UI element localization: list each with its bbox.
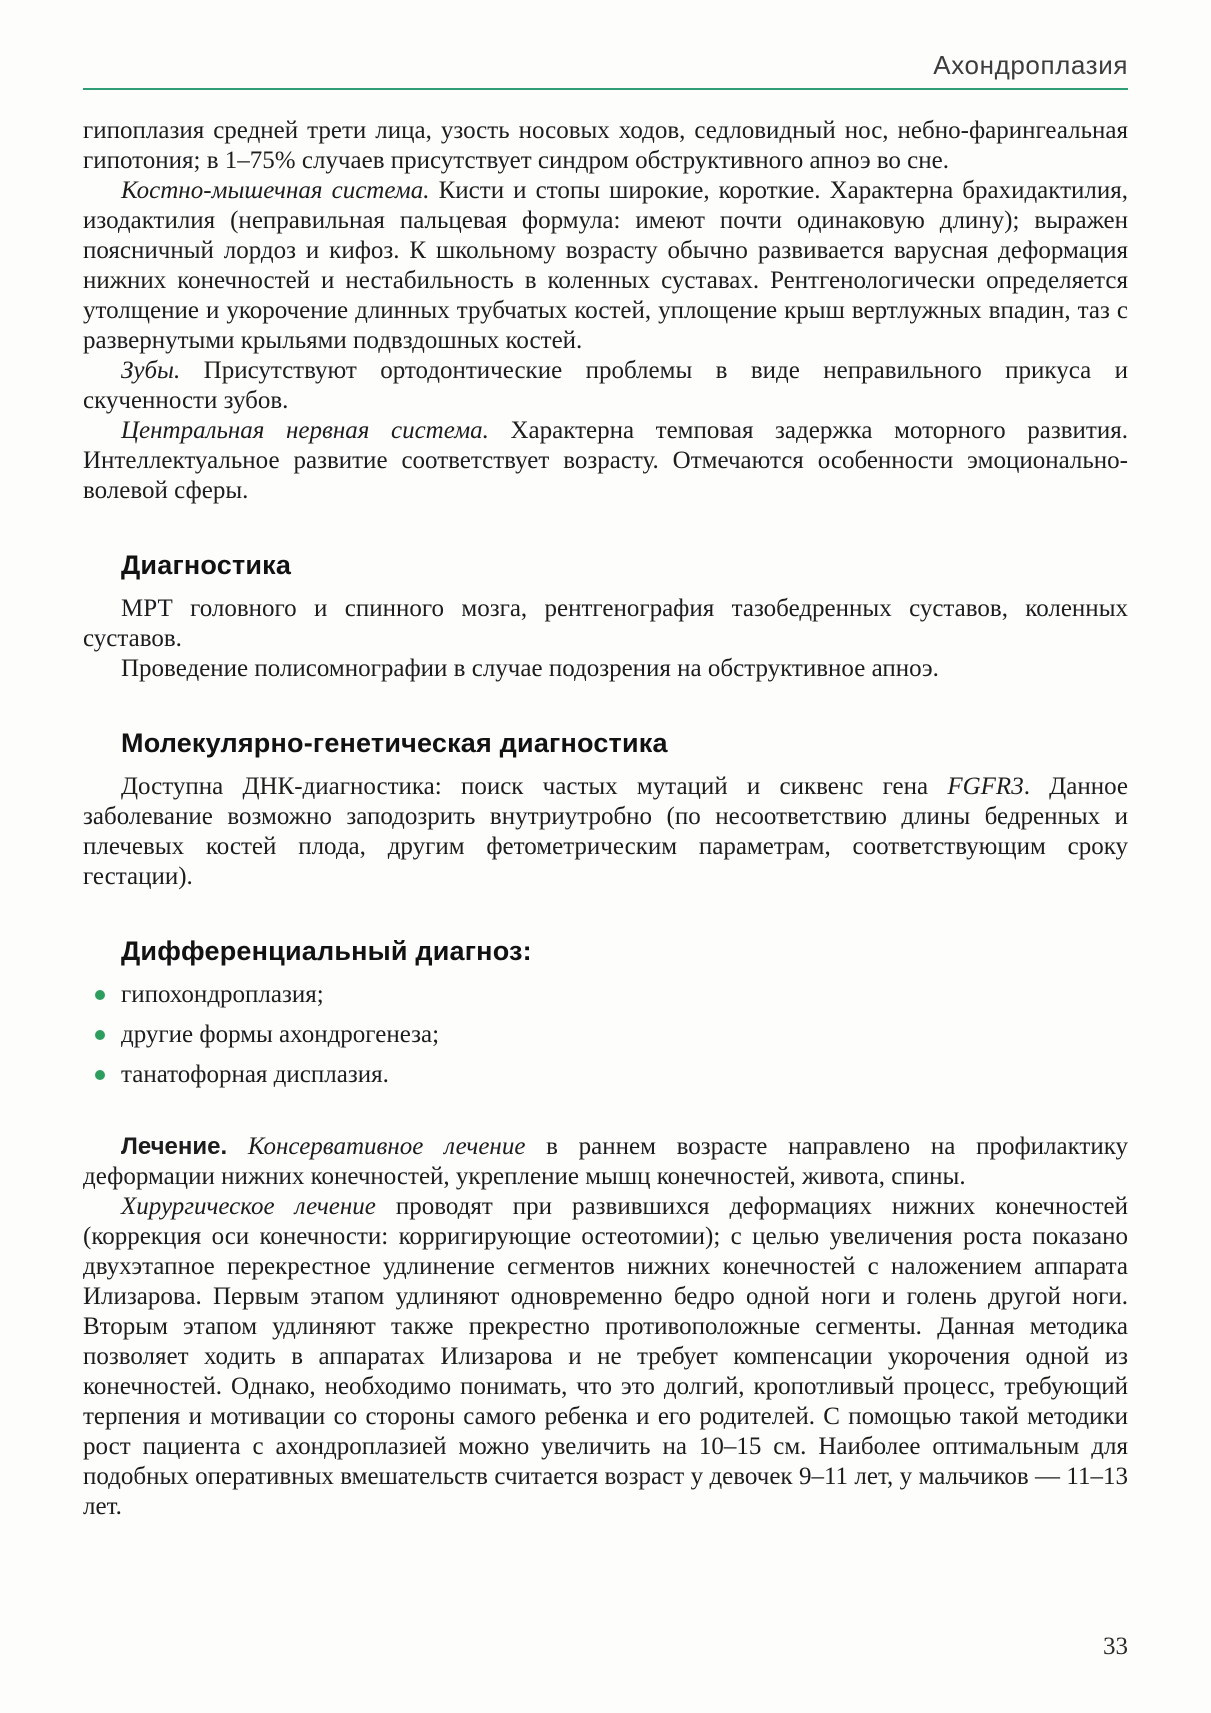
- paragraph: [83, 654, 1128, 684]
- bullet-icon: [95, 1070, 105, 1080]
- list-item: [83, 1060, 1128, 1090]
- text-run: . Данное заболевание возможно заподозрить внутриутробно (по несоответствию длины бедренных и плечевых костей плода, другим фетометрическим параметрам, соответствующим сроку гестации).: [83, 773, 1128, 891]
- text-run: FGFR3: [947, 773, 1024, 801]
- paragraph: [83, 772, 1128, 892]
- paragraph: [83, 1132, 1128, 1192]
- page-number: 33: [1103, 1633, 1128, 1660]
- text-run: гипоплазия средней трети лица, узость носовых ходов, седловидный нос, небно-фарингеальная гипотония; в 1–75% случаев присутствует синдром обструктивного апноэ во сне.: [83, 117, 1128, 174]
- list-item-text: гипохондроплазия;: [121, 981, 324, 1009]
- paragraph: [83, 594, 1128, 654]
- text-run: Хирургическое лечение: [121, 1193, 376, 1221]
- list-item: [83, 980, 1128, 1010]
- bullet-icon: [95, 1030, 105, 1040]
- bullet-icon: [95, 990, 105, 1000]
- page-header: [83, 52, 1128, 90]
- text-run: [227, 1133, 248, 1160]
- text-run: проводят при развившихся деформациях нижних конечностей (коррекция оси конечности: корригирующие остеотомии); с целью увеличения роста показано двухэтапное перекрестное удлинение сегментов нижних конечностей с наложением аппарата Илизарова. Первым этапом удлиняют одновременно бедро одной ноги и голень другой ноги. Вторым этапом удлиняют также прекрестно противоположные сегменты. Данная методика позволяет ходить в аппаратах Илизарова и не требует компенсации укорочения одной из конечностей. Однако, необходимо понимать, что это долгий, кропотливый процесс, требующий терпения и мотивации со стороны самого ребенка и его родителей. С помощью такой методики рост пациента с ахондроплазией можно увеличить на 10–15 см. Наиболее оптимальным для подобных оперативных вмешательств считается возраст у девочек 9–11 лет, у мальчиков — 11–13 лет.: [83, 1193, 1128, 1521]
- text-run: Консервативное лечение: [247, 1133, 526, 1161]
- text-run: Проведение полисомнографии в случае подозрения на обструктивное апноэ.: [121, 655, 939, 683]
- text-run: Центральная нервная система.: [121, 417, 489, 444]
- paragraph: [83, 1192, 1128, 1522]
- list-item: [83, 1020, 1128, 1050]
- text-run: Кисти и стопы широкие, короткие. Характерна брахидактилия, изодактилия (неправильная пальцевая формула: имеют почти одинаковую длину); выражен поясничный лордоз и кифоз. К школьному возрасту обычно развивается варусная деформация нижних конечностей и нестабильность в коленных суставах. Рентгенологически определяется утолщение и укорочение длинных трубчатых костей, уплощение крыш вертлужных впадин, таз с развернутыми крыльями подвздошных костей.: [83, 177, 1128, 354]
- section-heading: Диагностика: [121, 550, 292, 580]
- page-content: [83, 116, 1128, 1522]
- section-heading: Дифференциальный диагноз:: [121, 936, 532, 967]
- text-run: в раннем возрасте направлено на профилактику деформации нижних конечностей, укрепление мышц конечностей, живота, спины.: [83, 1133, 1129, 1191]
- paragraph: [83, 176, 1128, 356]
- list-item-text: танатофорная дисплазия.: [121, 1061, 389, 1089]
- paragraph: [83, 116, 1128, 176]
- text-run: Зубы.: [121, 357, 181, 384]
- text-run: МРТ головного и спинного мозга, рентгенография тазобедренных суставов, коленных суставов.: [83, 595, 1128, 653]
- list-item-text: другие формы ахондрогенеза;: [121, 1021, 440, 1049]
- text-run: Костно-мышечная система.: [121, 177, 430, 204]
- paragraph: [83, 416, 1128, 506]
- bullet-list: [83, 980, 1128, 1090]
- paragraph: [83, 356, 1128, 416]
- text-run: Присутствуют ортодонтические проблемы в виде неправильного прикуса и скученности зубов.: [83, 357, 1128, 414]
- text-run: Характерна темповая задержка моторного развития. Интеллектуальное развитие соответствует возрасту. Отмечаются особенности эмоционально-волевой сферы.: [83, 417, 1128, 504]
- text-run: Доступна ДНК-диагностика: поиск частых мутаций и сиквенс гена: [121, 773, 948, 801]
- section-heading: Молекулярно-генетическая диагностика: [121, 728, 668, 759]
- text-run: Лечение.: [121, 1133, 228, 1161]
- running-title: Ахондроплазия: [933, 50, 1128, 80]
- header-rule: [83, 88, 1128, 90]
